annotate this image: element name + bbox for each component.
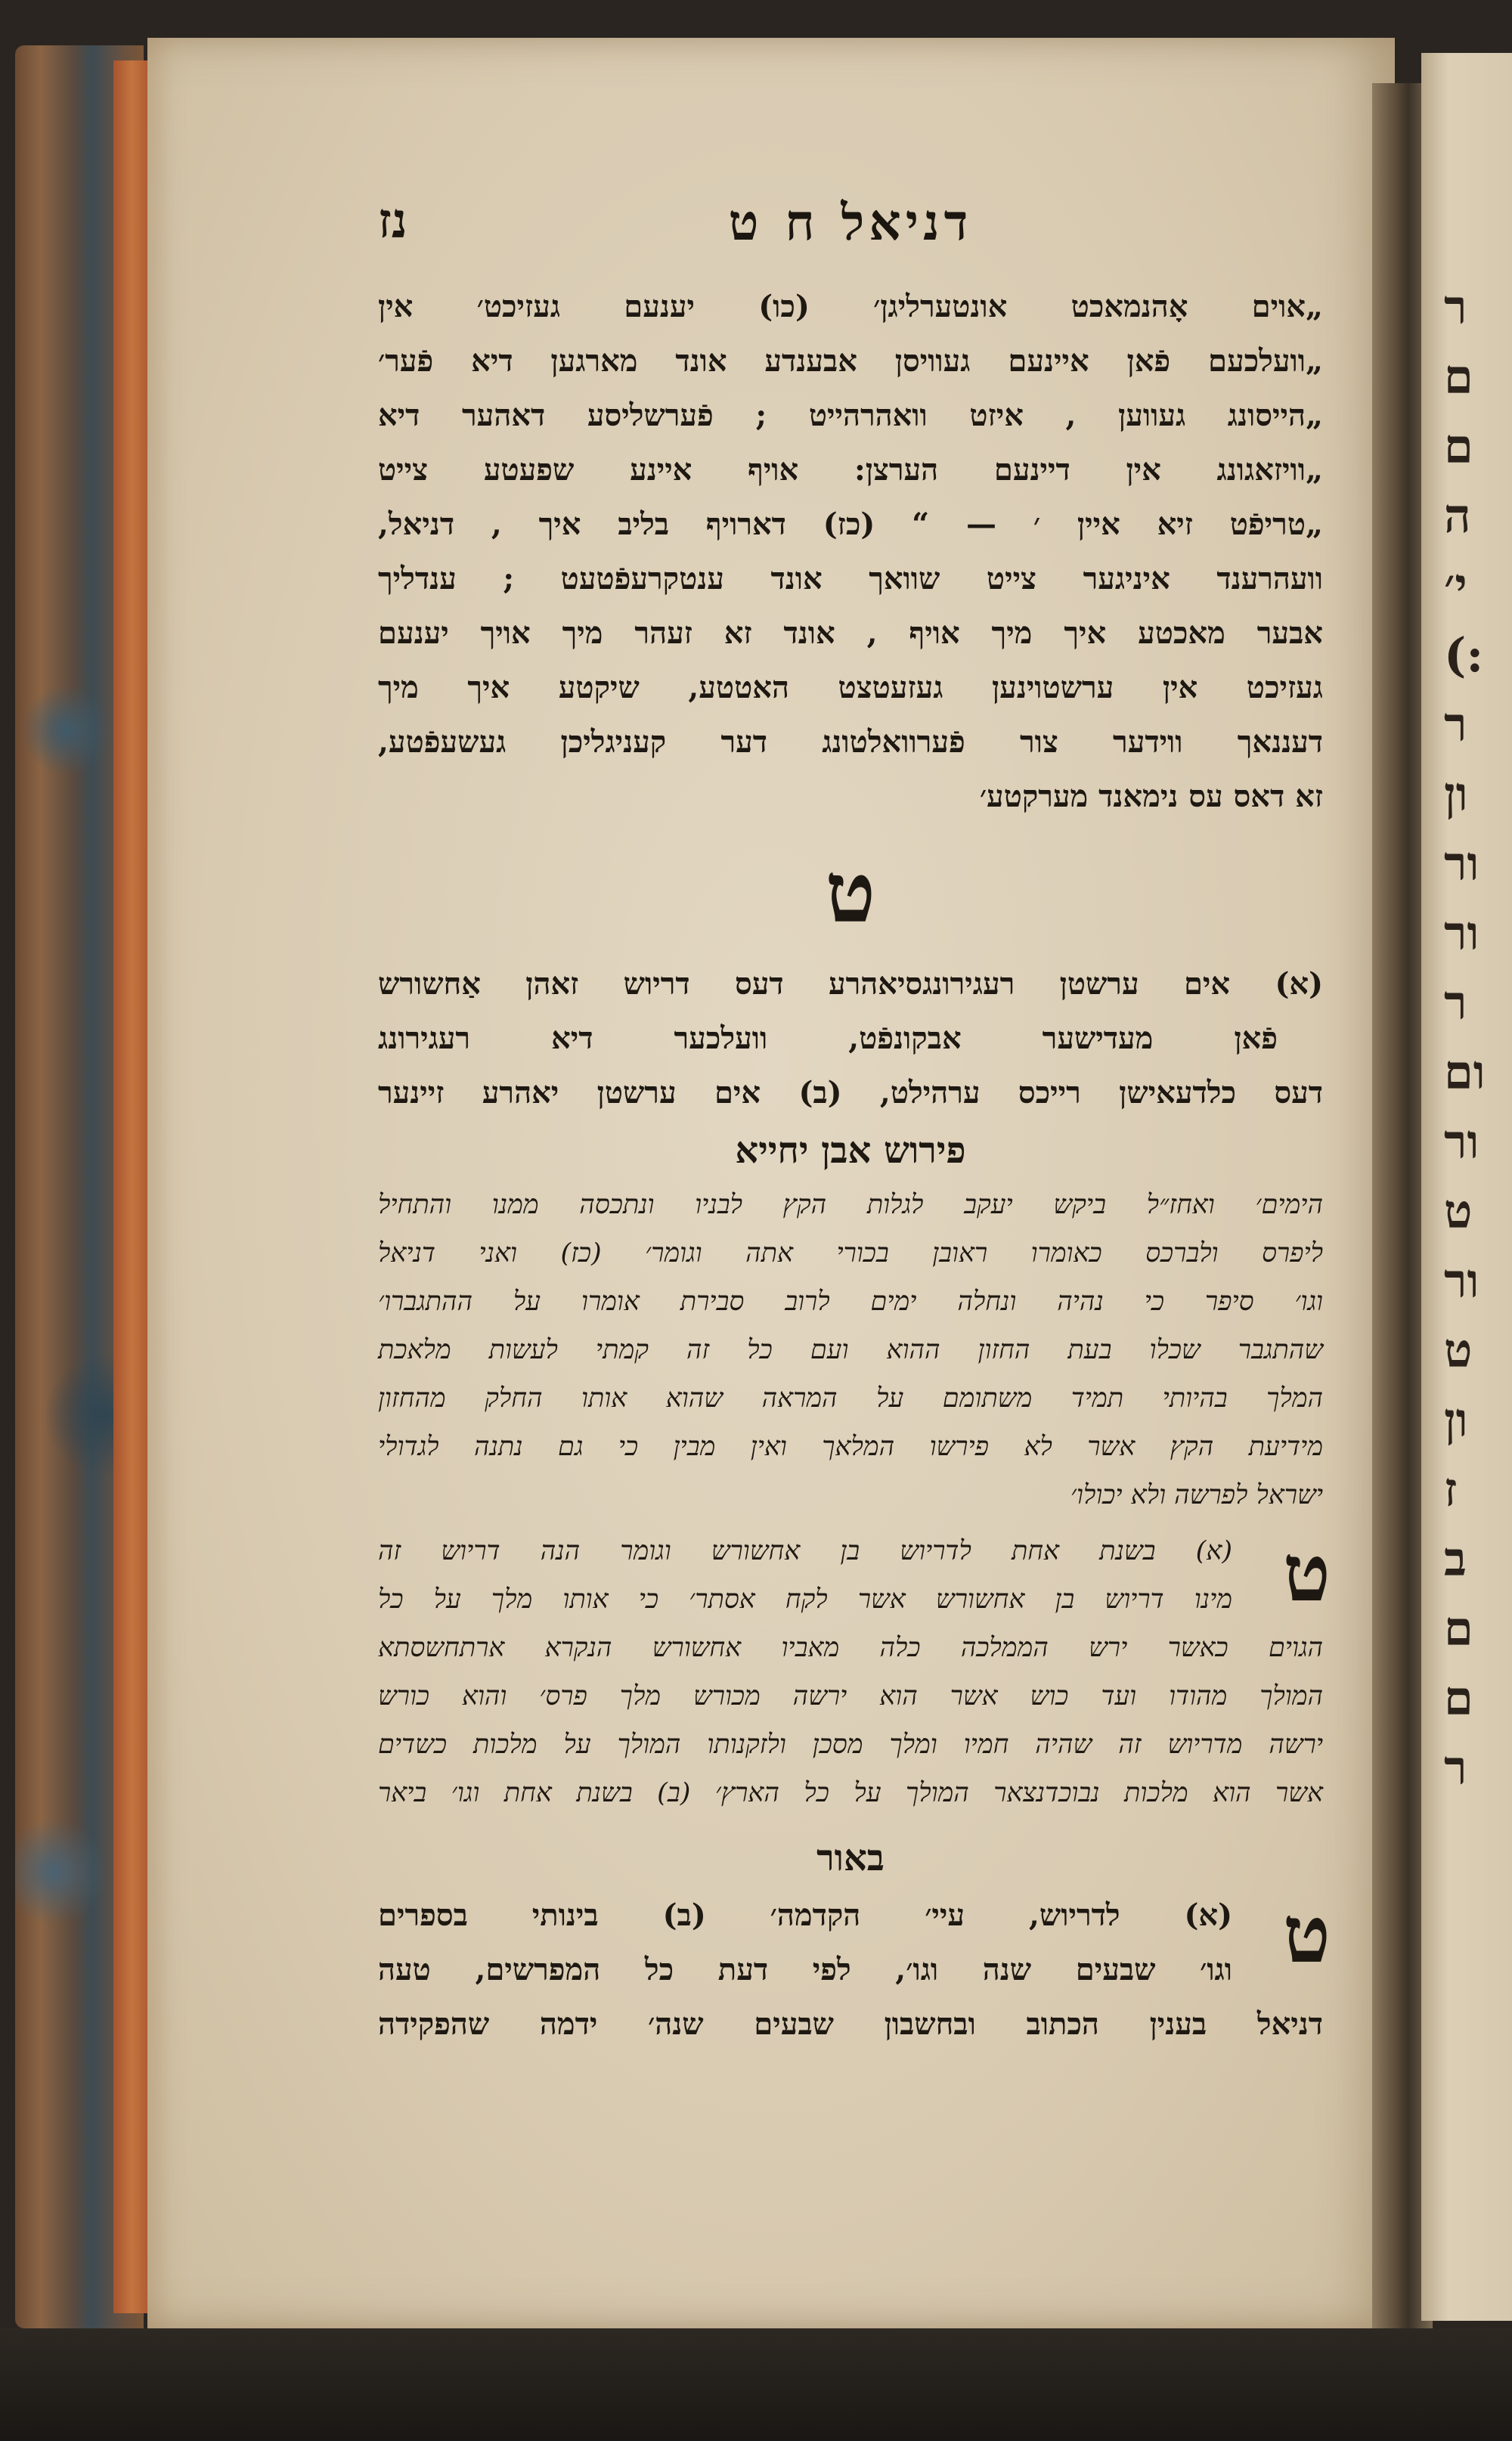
chapter-letter: ט: [825, 844, 876, 941]
next-page-char: :): [1444, 627, 1484, 683]
commentary-heading-ibn-yahya: פירוש אבן יחייא: [735, 1129, 966, 1172]
text-line: „וועלכעם פֿאן איינעם געוויסן אבענדע אונד מארגען דיא פֿער׳: [378, 343, 1323, 379]
next-page-char: ם: [1444, 419, 1473, 474]
text-line: המלך בהיותי תמיד משתומם על המראה שהוא אותו החלק מהחזון: [378, 1383, 1323, 1414]
next-page-char: ב: [1444, 1532, 1467, 1587]
text-line: וגו׳ סיפר כי נהיה ונחלה ימים לרוב סבירת אומרו על ההתגברו׳: [378, 1287, 1323, 1317]
text-line: ישראל לפרשה ולא יכולו׳: [1070, 1480, 1323, 1510]
text-line: אשר הוא מלכות נבוכדנצאר המולך על כל הארץ׳ (ב) בשנת אחת וגו׳ ביאר: [378, 1778, 1323, 1808]
next-page-char: ור: [1444, 906, 1479, 961]
next-page-char: ר: [1444, 697, 1467, 752]
page-text: [378, 280, 1331, 2052]
commentary-2-block: [378, 1526, 1331, 1817]
next-page-char: ר: [1444, 975, 1467, 1030]
text-line: ליפרס ולברכס כאומרו ראובן בכורי אתה וגומר׳ (כז) ואני דניאל: [378, 1238, 1323, 1269]
page-header: [378, 193, 1323, 261]
next-page-char: ור: [1444, 1253, 1479, 1309]
commentary-3-dropcap: ט: [1283, 1888, 1331, 1981]
next-page-char: ט: [1444, 1184, 1473, 1239]
next-page-char: י׳: [1444, 558, 1467, 613]
text-line: „אוים אָהנמאכט אונטערליגן׳ (כו) יענעם געזיכט׳ אין: [378, 289, 1323, 324]
text-line: ירשה מדריוש זה שהיה חמיו ומלך מסכן ולזקנותו המולך על מלכות כשדים: [378, 1730, 1323, 1760]
next-page-char: ר: [1444, 280, 1467, 335]
commentary-2-dropcap: ט: [1283, 1526, 1331, 1619]
text-line: אבער מאכטע איך מיך אויף , אונד זא זעהר מיך אויך יענעם: [378, 615, 1323, 651]
commentary-1: [378, 1181, 1323, 1519]
next-page-char: ר: [1444, 1740, 1467, 1795]
page-title: דניאל ח ט: [728, 193, 973, 252]
next-page-char: ון: [1444, 1392, 1468, 1448]
next-page-char: ט: [1444, 1323, 1473, 1378]
text-line: „וויזאגונג אין דיינעם הערצן: אויף איינע שפעטע צייט: [378, 452, 1323, 488]
next-page-char: ון: [1444, 767, 1468, 822]
commentary-3: [378, 1888, 1323, 2052]
next-page-char: ז: [1444, 1462, 1458, 1517]
next-page-char: ור: [1444, 1114, 1479, 1169]
text-line: מידיעת הקץ אשר לא פירשו המלאך ואין מבין כי גם נתנה לגדולי: [378, 1432, 1323, 1462]
text-line: (א) בשנת אחת לדריוש בן אחשורש וגומר הנה דריוש זה: [378, 1536, 1232, 1566]
text-line: הימים׳ ואחז״ל ביקש יעקב לגלות הקץ לבניו ונתכסה ממנו והתחיל: [378, 1190, 1323, 1220]
text-line: וועהרענד איניגער צייט שוואך אונד ענטקרעפֿטעט ; ענדליך: [378, 561, 1323, 596]
text-line: המולך מהודו ועד כוש אשר הוא ירשה מכורש מלך פרס׳ והוא כורש: [378, 1681, 1323, 1711]
text-line: דעננאך ווידער צור פֿערוואלטונג דער קעניגליכן געשעפֿטע,: [378, 724, 1323, 760]
commentary-3-block: [378, 1888, 1331, 2052]
text-line: הגוים כאשר ירש הממלכה כלה מאביו אחשורש הנקרא ארתחשסתא: [378, 1633, 1323, 1663]
next-page-char: ור: [1444, 836, 1479, 891]
text-line: „הייסונג געווען , איזט וואהרהייט ; פֿערשליסע דאהער דיא: [378, 398, 1323, 433]
background-bottom: [0, 2328, 1512, 2441]
commentary-heading-biur: באור: [816, 1837, 885, 1879]
next-page-char: ום: [1444, 1045, 1486, 1100]
next-page-char: ם: [1444, 1601, 1473, 1656]
translation-section-1: [378, 280, 1323, 824]
next-page-char: ה: [1444, 488, 1471, 544]
text-line: וגו׳ שבעים שנה וגו׳, לפי דעת כל המפרשים, טעה: [378, 1952, 1232, 1987]
text-line: מינו דריוש בן אחשורש אשר לקח אסתר׳ כי אותו מלך על כל: [378, 1584, 1232, 1615]
text-line: געזיכט אין ערשטוינען געזעטצט האטטע, שיקטע איך מיך: [378, 670, 1323, 705]
text-line: (א) אים ערשטן רעגירונגסיאהרע דעס דריוש זאהן אַחשורש: [378, 966, 1323, 1002]
text-line: שהתגבר שכלו בעת החזון ההוא ועם כל זה קמתי לעשות מלאכת: [378, 1335, 1323, 1365]
commentary-2: [378, 1527, 1323, 1817]
text-line: (א) לדריוש, עיי׳ הקדמה׳ (ב) בינותי בספרים: [378, 1897, 1232, 1933]
page-number: נז: [378, 193, 407, 249]
translation-section-2: [378, 957, 1323, 1120]
text-line: פֿאן מעדישער אבקונפֿט, וועלכער דיא רעגירונג: [378, 1021, 1278, 1056]
text-line: דעס כלדעאישן רייכס ערהילט, (ב) אים ערשטן יאהרע זיינער: [378, 1075, 1323, 1111]
text-line: זא דאס עס נימאנד מערקטע׳: [979, 779, 1323, 814]
next-page-char: ם: [1444, 349, 1473, 404]
next-page-edge: [1421, 53, 1512, 2321]
text-line: דניאל בענין הכתוב ובחשבון שבעים שנה׳ ידמה שהפקידה: [378, 2006, 1323, 2042]
text-line: „טריפֿט זיא איין ׳ — “ (כז) דארויף בליב איך , דניאל,: [378, 506, 1323, 542]
next-page-char: ם: [1444, 1671, 1473, 1726]
